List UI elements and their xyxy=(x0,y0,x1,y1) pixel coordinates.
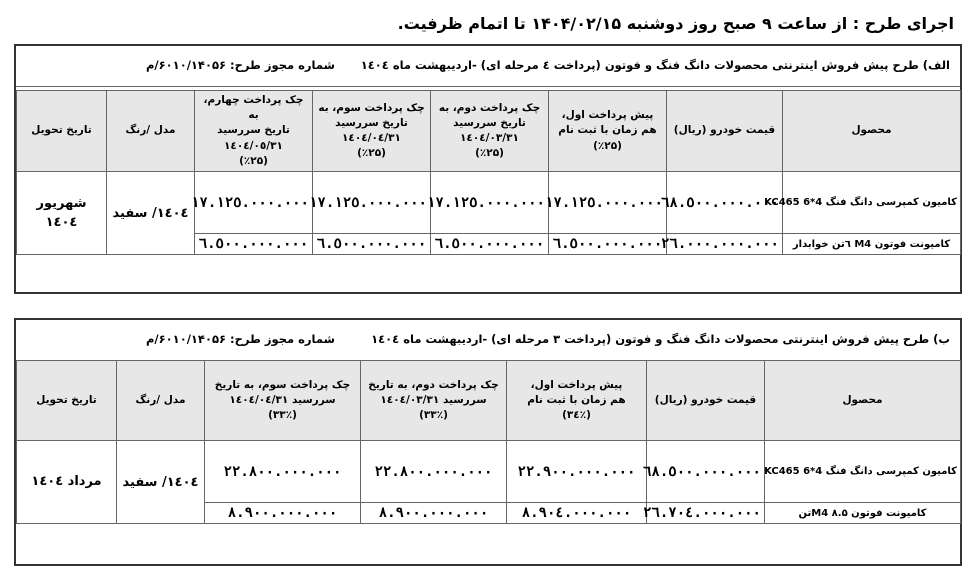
delivery-date-value: مرداد ۱٤٠٤ xyxy=(17,441,117,524)
header-check-2 xyxy=(361,361,507,441)
check-2-value: ٦.٥٠٠.٠٠٠.٠٠٠ xyxy=(431,234,549,255)
page-headline: اجرای طرح : از ساعت ۹ صبح روز دوشنبه ۱۴۰۴/۰۲/۱۵ تا اتمام ظرفیت. xyxy=(397,14,954,33)
plan-b-table xyxy=(16,360,961,524)
header-check-3 xyxy=(205,361,361,441)
header-delivery-date: تاریخ تحویل xyxy=(17,361,117,441)
header-check-2-line2: تاریخ سررسید xyxy=(453,116,526,129)
prepayment-value: ٢٢.٩٠٠.٠٠٠.٠٠٠ xyxy=(507,441,647,503)
header-prepayment-line2: هم زمان با ثبت نام xyxy=(527,393,626,406)
price-value: ٢٦.٠٠٠.٠٠٠.٠٠٠ xyxy=(667,234,783,255)
header-check-3-line2: تاریخ سررسید xyxy=(335,116,408,129)
header-prepayment-line1: پیش پرداخت اول، xyxy=(561,109,654,122)
header-check-2-line3: ۱٤٠٤/٠٣/٣١ xyxy=(460,132,519,145)
table-row xyxy=(17,441,961,503)
header-check-3-line4: (٪۲۵) xyxy=(357,147,386,160)
delivery-year: ۱٤٠٤ xyxy=(45,215,78,231)
header-prepayment xyxy=(507,361,647,441)
plan-a-title-bar xyxy=(16,46,960,87)
check-2-value: ١٧.١٢٥.٠٠٠.٠٠٠ xyxy=(431,172,549,234)
price-value: ٦٨.٥٠٠.٠٠٠.٠٠٠ xyxy=(667,172,783,234)
header-check-3 xyxy=(313,91,431,172)
header-model-color: مدل /رنگ xyxy=(107,91,195,172)
product-name: کامیونت فوتون M4 ۸.۵تن xyxy=(765,503,961,524)
price-value: ٢٦.٧٠٤.٠٠٠.٠٠٠ xyxy=(647,503,765,524)
header-check-4 xyxy=(195,91,313,172)
header-prepayment xyxy=(549,91,667,172)
plan-b-header-row xyxy=(17,361,961,441)
check-4-value: ٦.٥٠٠.٠٠٠.٠٠٠ xyxy=(195,234,313,255)
header-check-2 xyxy=(431,91,549,172)
check-2-value: ٨.٩٠٠.٠٠٠.٠٠٠ xyxy=(361,503,507,524)
header-delivery-date: تاریخ تحویل xyxy=(17,91,107,172)
header-check-4-line4: (٪۲۵) xyxy=(239,154,268,167)
prepayment-value: ٦.٥٠٠.٠٠٠.٠٠٠ xyxy=(549,234,667,255)
plan-a-table xyxy=(16,90,961,255)
header-prepayment-line1: پیش پرداخت اول، xyxy=(530,378,623,391)
price-value: ٦٨.٥٠٠.٠٠٠.٠٠٠ xyxy=(647,441,765,503)
header-check-2-line4: (٪۲۵) xyxy=(475,147,504,160)
plan-b-panel xyxy=(14,318,962,566)
product-name: کامیون کمپرسی دانگ فنگ KC465 6*4 xyxy=(765,441,961,503)
header-product: محصول xyxy=(783,91,961,172)
header-check-4-line3: ۱٤٠٤/٠٥/٣١ xyxy=(224,139,283,152)
header-check-2-line2: سررسید ۱٤٠٤/٠٣/٣١ xyxy=(380,393,487,406)
header-check-4-line1: چک پرداخت چهارم، به xyxy=(203,94,304,122)
model-color-value: ۱٤٠٤/ سفید xyxy=(107,172,195,255)
check-3-value: ٢٢.٨٠٠.٠٠٠.٠٠٠ xyxy=(205,441,361,503)
prepayment-value: ١٧.١٢٥.٠٠٠.٠٠٠ xyxy=(549,172,667,234)
prepayment-value: ٨.٩٠٤.٠٠٠.٠٠٠ xyxy=(507,503,647,524)
check-4-value: ١٧.١٢٥.٠٠٠.٠٠٠ xyxy=(195,172,313,234)
header-price: قیمت خودرو (ریال) xyxy=(667,91,783,172)
header-check-3-line3: ۱٤٠٤/٠٤/٣١ xyxy=(342,132,401,145)
header-prepayment-line2: هم زمان با ثبت نام xyxy=(558,124,657,137)
header-prepayment-line3: (٪۲۵) xyxy=(593,139,622,152)
plan-a-permit-number: شماره مجوز طرح: ۶۰۱۰/۱۴۰۵۶/م xyxy=(146,58,335,72)
check-3-value: ٨.٩٠٠.٠٠٠.٠٠٠ xyxy=(205,503,361,524)
header-check-3-line1: چک پرداخت سوم، به xyxy=(318,101,425,114)
table-row xyxy=(17,172,961,234)
plan-a-panel xyxy=(14,44,962,294)
check-2-value: ٢٢.٨٠٠.٠٠٠.٠٠٠ xyxy=(361,441,507,503)
delivery-month: شهریور xyxy=(36,195,87,211)
plan-b-title-bar xyxy=(16,320,960,361)
header-check-2-line3: (٪٣٣) xyxy=(419,409,448,422)
plan-a-title: الف) طرح پیش فروش اینترنتی محصولات دانگ فنگ و فوتون (پرداخت ٤ مرحله ای) -اردیبهشت ماه ١٤٠٤ xyxy=(360,58,950,72)
header-prepayment-line3: (٪٣٤) xyxy=(562,409,591,422)
check-3-value: ٦.٥٠٠.٠٠٠.٠٠٠ xyxy=(313,234,431,255)
product-name: کامیونت فوتون M4 ٦تن خوابدار xyxy=(783,234,961,255)
check-3-value: ١٧.١٢٥.٠٠٠.٠٠٠ xyxy=(313,172,431,234)
plan-b-title: ب) طرح پیش فروش اینترنتی محصولات دانگ فنگ و فوتون (پرداخت ٣ مرحله ای) -اردیبهشت ماه ١٤٠٤ xyxy=(371,332,950,346)
product-name: کامیون کمپرسی دانگ فنگ KC465 6*4 xyxy=(783,172,961,234)
header-check-2-line1: چک پرداخت دوم، به xyxy=(438,101,541,114)
plan-b-permit-number: شماره مجوز طرح: ۶۰۱۰/۱۴۰۵۶/م xyxy=(146,332,335,346)
header-check-2-line1: چک پرداخت دوم، به تاریخ xyxy=(368,378,499,391)
model-color-value: ۱٤٠٤/ سفید xyxy=(117,441,205,524)
header-check-3-line1: چک پرداخت سوم، به تاریخ xyxy=(214,378,351,391)
header-model-color: مدل /رنگ xyxy=(117,361,205,441)
header-check-4-line2: تاریخ سررسید xyxy=(217,124,290,137)
header-check-3-line3: (٪٣٣) xyxy=(268,409,297,422)
header-check-3-line2: سررسید ۱٤٠٤/٠٤/٣١ xyxy=(229,393,336,406)
header-price: قیمت خودرو (ریال) xyxy=(647,361,765,441)
header-product: محصول xyxy=(765,361,961,441)
delivery-date-value xyxy=(17,172,107,255)
plan-a-header-row xyxy=(17,91,961,172)
